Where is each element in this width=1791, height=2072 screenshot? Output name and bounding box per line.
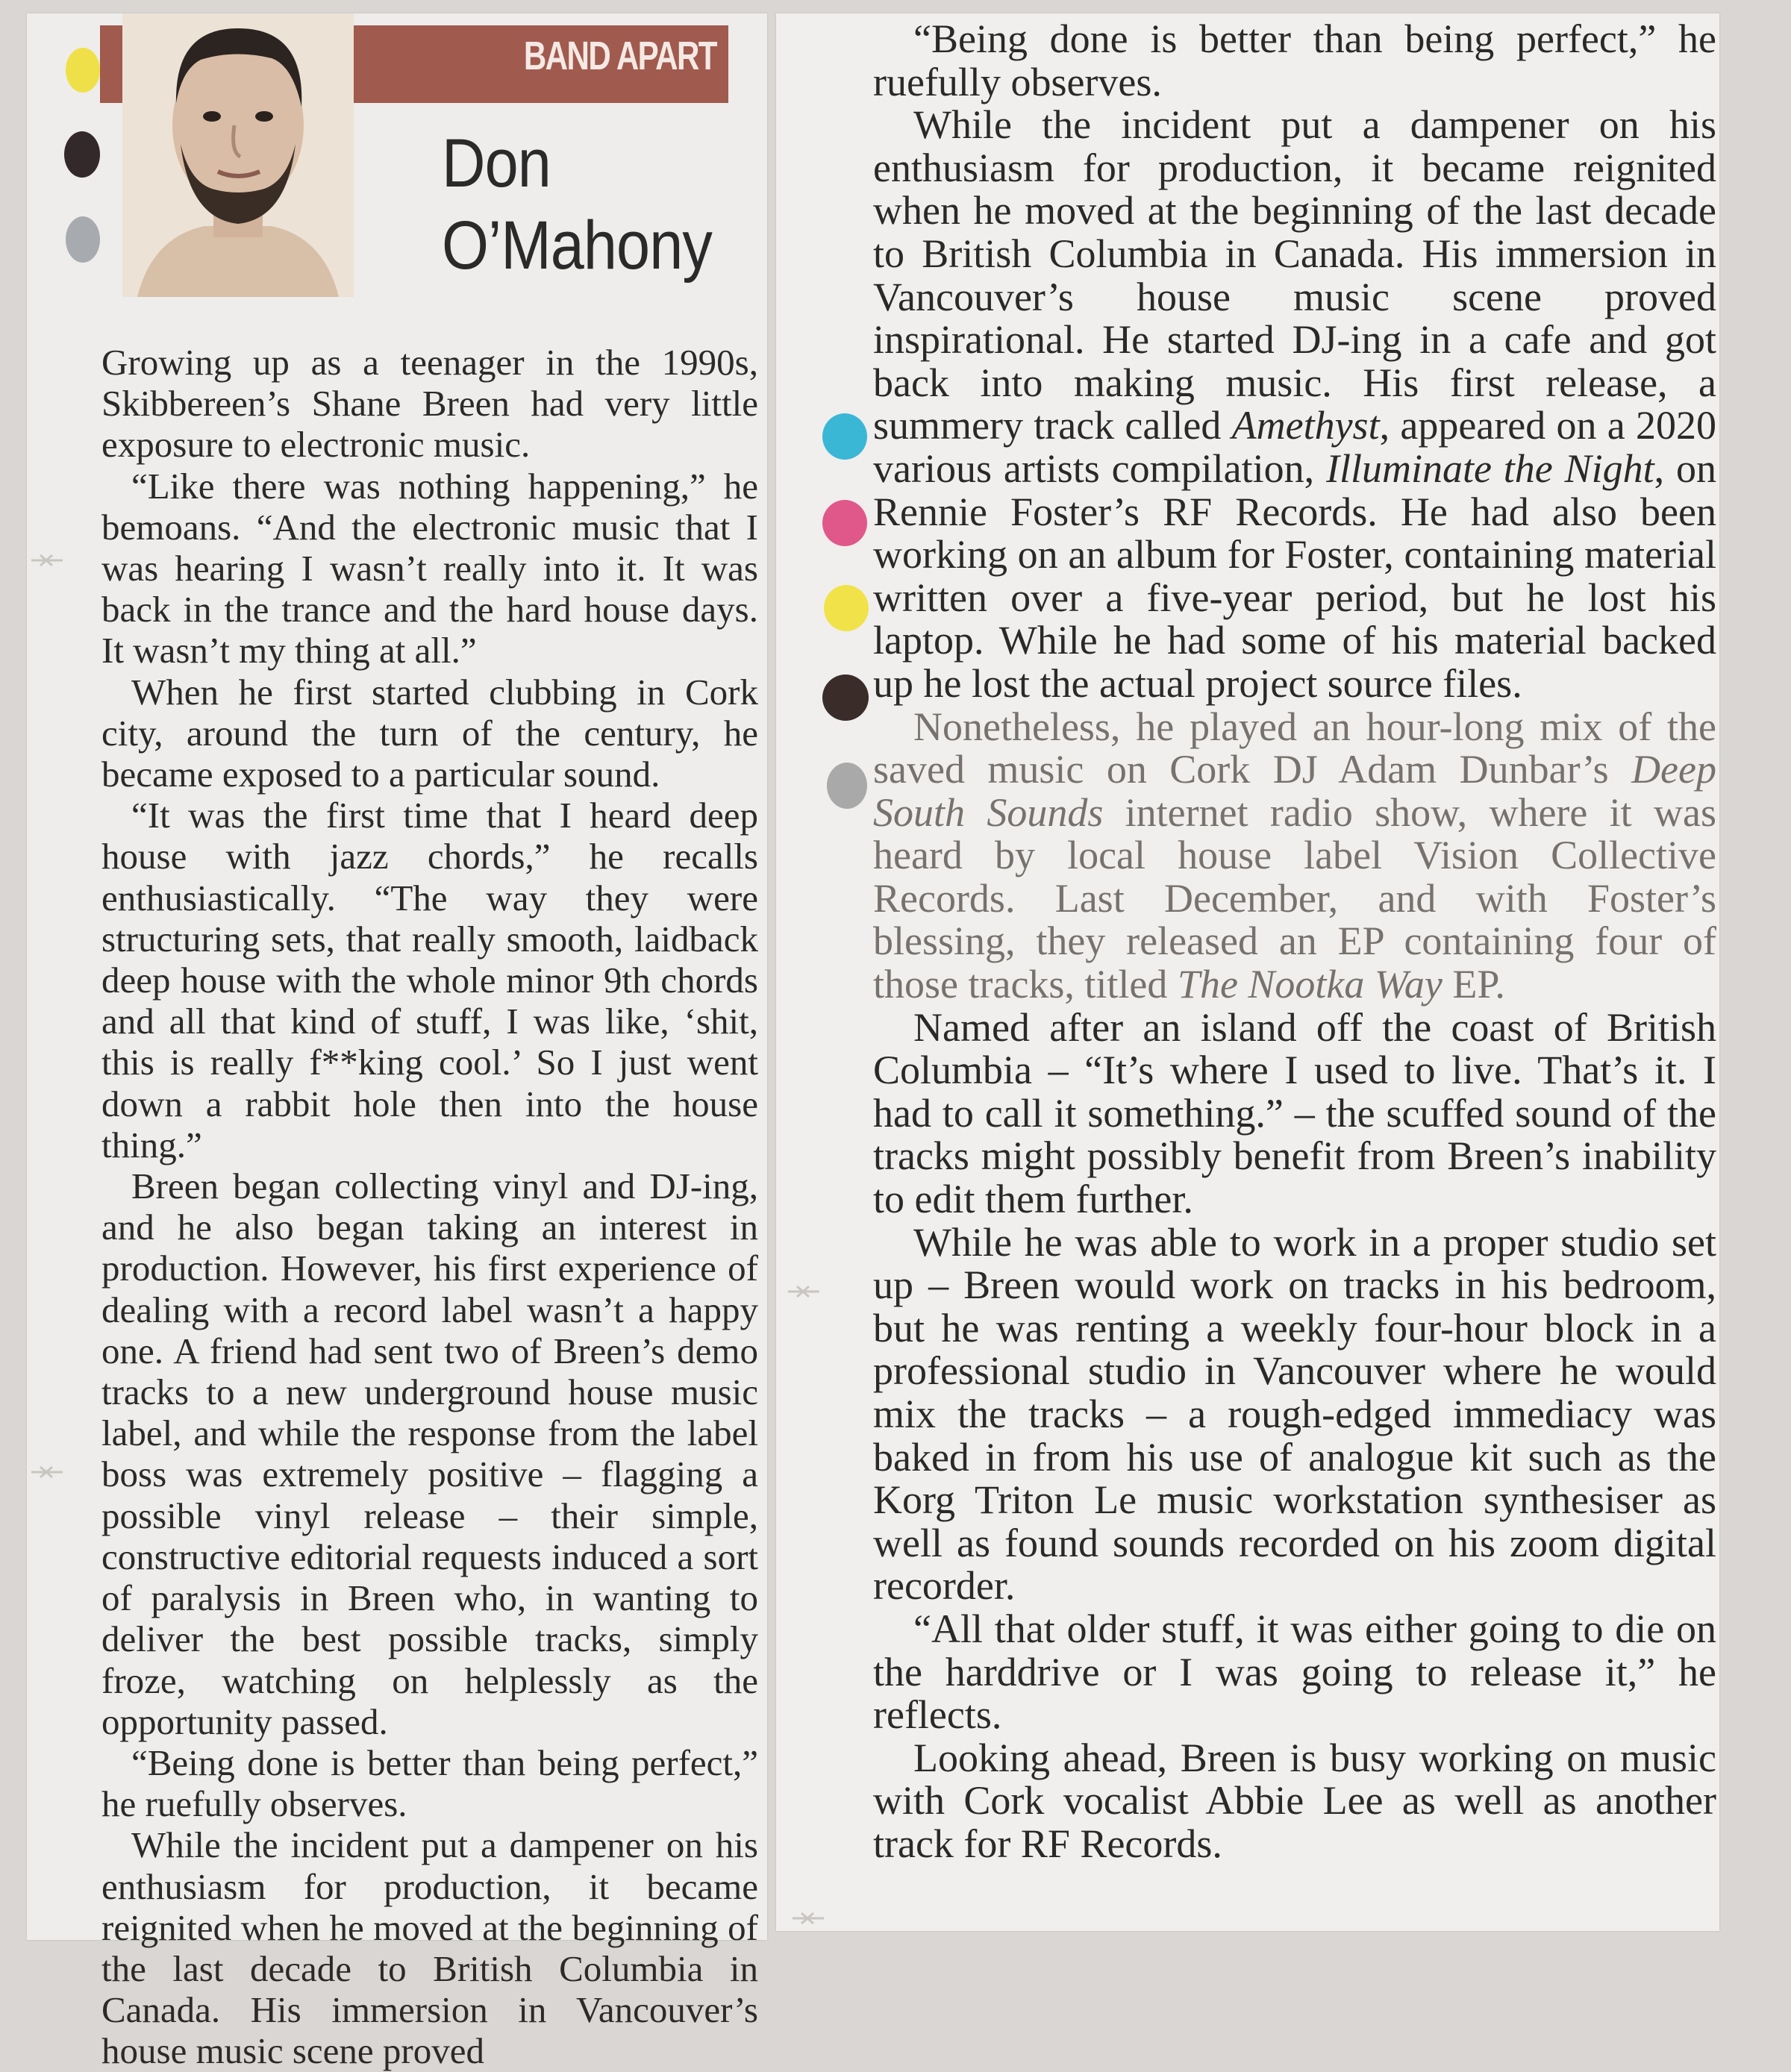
paragraph-text: , on Rennie Foster’s RF Records. He had also been working on an album for Foster, containing material written over a five-year period, but he lost his laptop. While he had some of his material backed up he lost the actual project source files. — [873, 445, 1717, 706]
author-photo — [122, 13, 354, 297]
paragraph-text: Nonetheless, he played an hour-long mix of the saved music on Cork DJ Adam Dunbar’s — [873, 704, 1716, 792]
ep-title: The Nootka Way — [1177, 962, 1443, 1007]
staple-hole-icon — [791, 1910, 825, 1927]
paragraph: When he first started clubbing in Cork city, around the turn of the century, he became exposed to a particular sound. — [101, 671, 758, 795]
author-portrait-icon — [122, 13, 354, 297]
paragraph: While he was able to work in a proper studio set up – Breen would work on tracks in his bedroom, but he was renting a weekly four-hour block in a professional studio in Vancouver where he would mix the tracks – a rough-edged immediacy was baked in from his use of analogue kit such as the Korg Triton Le music workstation synthesiser as well as found sounds recorded on his zoom digital recorder. — [873, 1219, 1716, 1609]
paragraph-text: internet radio show, where it was heard by local house label Vision Collective Records. Last December, and with Foster’s blessing, they released an EP containing four of those tracks, titled — [873, 789, 1716, 1007]
registration-dot-grey — [66, 216, 100, 263]
left-column-text — [101, 342, 758, 2072]
registration-dot-cyan — [822, 413, 867, 460]
paragraph: “All that older stuff, it was either going to die on the harddrive or I was going to release it,” he reflects. — [873, 1606, 1716, 1738]
registration-dot-black — [64, 131, 100, 178]
staple-hole-icon — [787, 1283, 821, 1300]
staple-hole-icon — [30, 1464, 64, 1480]
paragraph: Looking ahead, Breen is busy working on music with Cork vocalist Abbie Lee as well as another track for RF Records. — [873, 1735, 1716, 1866]
paragraph: “Being done is better than being perfect,” he ruefully observes. — [873, 16, 1716, 104]
left-clipping — [27, 13, 767, 2072]
compilation-title: Illuminate the Night — [1325, 445, 1654, 491]
paragraph-text: , appeared on a 2020 various artists compilation, — [873, 403, 1717, 491]
paragraph — [873, 706, 1716, 1007]
paragraph — [873, 104, 1716, 705]
paragraph: While the incident put a dampener on his enthusiasm for production, it became reignited when he moved at the beginning of the last decade to British Columbia in Canada. His immersion in Vancouver’s house music scene proved — [101, 1824, 758, 2072]
registration-dot-yellow — [66, 48, 100, 93]
author-last-name: O’Mahony — [442, 207, 712, 284]
registration-dot-grey — [827, 763, 867, 809]
staple-hole-icon — [30, 552, 64, 569]
registration-dot-yellow — [824, 585, 869, 631]
registration-dot-black — [822, 675, 869, 721]
section-label: BAND APART — [523, 34, 716, 78]
paragraph: Named after an island off the coast of British Columbia – “It’s where I used to live. That’s it. I had to call it something.” – the scuffed sound of the tracks might possibly benefit from Breen’s inability to edit them further. — [873, 1004, 1716, 1222]
show-title: Deep South Sounds — [873, 747, 1716, 835]
right-column-text — [873, 18, 1716, 1866]
track-title: Amethyst — [1231, 403, 1380, 448]
author-byline — [442, 122, 748, 287]
paragraph: “Being done is better than being perfect,” he ruefully observes. — [101, 1741, 758, 1825]
paragraph: Breen began collecting vinyl and DJ-ing, and he also began taking an interest in production. However, his first experience of dealing with a record label wasn’t a happy one. A friend had sent two of Breen’s demo tracks to a new underground house music label, and while the response from the label boss was extremely positive – flagging a possible vinyl release – their simple, constructive editorial requests induced a sort of paralysis in Breen who, in wanting to deliver the best possible tracks, simply froze, watching on helplessly as the opportunity passed. — [101, 1165, 758, 1742]
paragraph: Growing up as a teenager in the 1990s, Skibbereen’s Shane Breen had very little exposure to electronic music. — [101, 342, 758, 466]
paragraph: “It was the first time that I heard deep house with jazz chords,” he recalls enthusiastically. “The way they were structuring sets, that really smooth, laidback deep house with the whole minor 9th chords and all that kind of stuff, I was like, ‘shit, this is really f**king cool.’ So I just went down a rabbit hole then into the house thing.” — [101, 795, 758, 1165]
right-clipping — [776, 13, 1719, 1931]
author-first-name: Don — [442, 125, 551, 201]
paragraph-text: EP. — [1452, 962, 1505, 1007]
paragraph-text: While the incident put a dampener on his enthusiasm for production, it became reignited when he moved at the beginning of the last decade to British Columbia in Canada. His immersion in Vancouver’s house music scene proved inspirational. He started DJ-ing in a cafe and got back into making music. His first release, a summery track called — [873, 102, 1716, 448]
paragraph: “Like there was nothing happening,” he bemoans. “And the electronic music that I was hearing I wasn’t really into it. It was back in the trance and the hard house days. It wasn’t my thing at all.” — [101, 465, 758, 672]
registration-dot-magenta — [822, 500, 867, 546]
